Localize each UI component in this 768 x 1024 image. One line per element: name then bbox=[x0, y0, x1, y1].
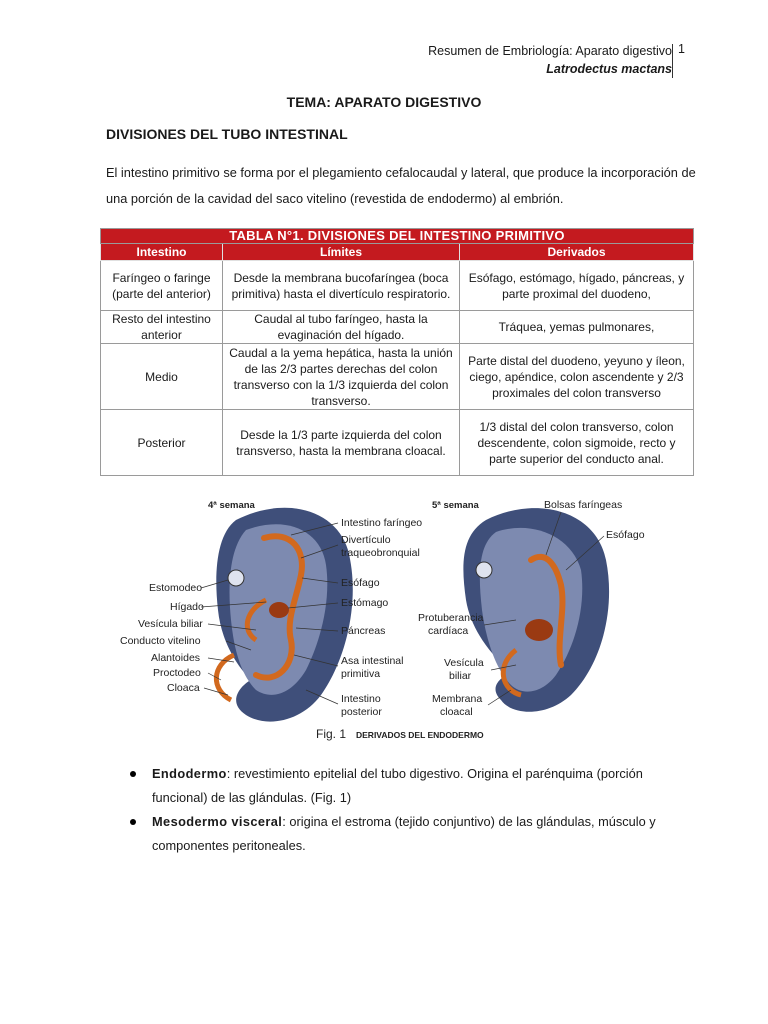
table-cell: Parte distal del duodeno, yeyuno y íleon, ciego, apéndice, colon ascendente y 2/3 proximales del colon transverso bbox=[460, 344, 694, 410]
label-higado: Hígado bbox=[170, 601, 204, 613]
label-diverticulo: Divertículo bbox=[341, 534, 391, 546]
bullet-dot bbox=[130, 771, 136, 777]
intro-paragraph: El intestino primitivo se forma por el plegamiento cefalocaudal y lateral, que produce la incorporación de una porción de la cavidad del saco vitelino (revestida de endodermo) al embrión. bbox=[106, 165, 696, 206]
header-divider bbox=[672, 44, 673, 78]
label-cloaca: Cloaca bbox=[167, 682, 200, 694]
label-primitiva: primitiva bbox=[341, 668, 381, 680]
label-estomago: Estómago bbox=[341, 597, 389, 609]
label-week5: 5ª semana bbox=[432, 500, 479, 511]
figure-caption-text: DERIVADOS DEL ENDODERMO bbox=[356, 730, 484, 740]
page-header bbox=[428, 42, 672, 78]
col-header-derivados: Derivados bbox=[460, 244, 694, 261]
list-item bbox=[130, 762, 670, 810]
table-row bbox=[101, 261, 694, 311]
bullet-text: : revestimiento epitelial del tubo digestivo. Origina el parénquima (porción funcional) de las glándulas. (Fig. 1) bbox=[152, 766, 643, 805]
bullet-text: : origina el estroma (tejido conjuntivo) de las glándulas, músculo y componentes peritoneales. bbox=[152, 814, 656, 853]
label-membrana: Membrana bbox=[432, 693, 483, 705]
page-number: 1 bbox=[678, 42, 685, 56]
table-row bbox=[101, 410, 694, 476]
table-row bbox=[101, 311, 694, 344]
bullet-term: Endodermo bbox=[152, 766, 227, 781]
table-cell: Desde la membrana bucofaríngea (boca primitiva) hasta el divertículo respiratorio. bbox=[223, 261, 460, 311]
header-line2: Latrodectus mactans bbox=[546, 62, 672, 76]
col-header-intestino: Intestino bbox=[101, 244, 223, 261]
table-cell: Caudal a la yema hepática, hasta la unión de las 2/3 partes derechas del colon transverso con la 1/3 izquierda del colon transverso. bbox=[223, 344, 460, 410]
divisions-table bbox=[100, 228, 694, 476]
label-asa-intestinal: Asa intestinal bbox=[341, 655, 404, 667]
embryo-week4-illustration bbox=[216, 508, 352, 722]
table-cell: Resto del intestino anterior bbox=[101, 311, 223, 344]
col-header-limites: Límites bbox=[223, 244, 460, 261]
bullet-list bbox=[130, 762, 670, 858]
table-cell: 1/3 distal del colon transverso, colon descendente, colon sigmoide, recto y parte superior del conducto anal. bbox=[460, 410, 694, 476]
label-biliar-right: biliar bbox=[449, 670, 472, 682]
section-title: DIVISIONES DEL TUBO INTESTINAL bbox=[106, 126, 348, 142]
label-posterior: posterior bbox=[341, 706, 382, 718]
table-row bbox=[101, 344, 694, 410]
label-vesicula-biliar: Vesícula biliar bbox=[138, 618, 203, 630]
table-cell: Tráquea, yemas pulmonares, bbox=[460, 311, 694, 344]
endoderm-figure bbox=[116, 490, 656, 748]
label-intestino-post: Intestino bbox=[341, 693, 381, 705]
label-cloacal: cloacal bbox=[440, 706, 473, 718]
list-item bbox=[130, 810, 670, 858]
label-alantoides: Alantoides bbox=[151, 652, 201, 664]
bullet-term: Mesodermo visceral bbox=[152, 814, 283, 829]
table-cell: Caudal al tubo faríngeo, hasta la evaginación del hígado. bbox=[223, 311, 460, 344]
table-cell: Faríngeo o faringe (parte del anterior) bbox=[101, 261, 223, 311]
table-cell: Desde la 1/3 parte izquierda del colon transverso, hasta la membrana cloacal. bbox=[223, 410, 460, 476]
bullet-dot bbox=[130, 819, 136, 825]
label-protuberancia: Protuberancia bbox=[418, 612, 484, 624]
label-intestino-faringeo: Intestino faríngeo bbox=[341, 517, 423, 529]
label-week4: 4ª semana bbox=[208, 500, 255, 511]
header-line1: Resumen de Embriología: Aparato digestivo bbox=[428, 44, 672, 58]
label-vesicula-right: Vesícula bbox=[444, 657, 484, 669]
label-pancreas: Páncreas bbox=[341, 625, 386, 637]
label-proctodeo: Proctodeo bbox=[153, 667, 201, 679]
page-title: TEMA: APARATO DIGESTIVO bbox=[286, 94, 482, 110]
table-cell: Esófago, estómago, hígado, páncreas, y parte proximal del duodeno, bbox=[460, 261, 694, 311]
label-esofago-mid: Esófago bbox=[341, 577, 380, 589]
table-cell: Posterior bbox=[101, 410, 223, 476]
label-estomodeo: Estomodeo bbox=[149, 582, 203, 594]
table-cell: Medio bbox=[101, 344, 223, 410]
figure-caption-number: Fig. 1 bbox=[316, 727, 347, 741]
label-traqueobronquial: traqueobronquial bbox=[341, 547, 420, 559]
label-esofago-right: Esófago bbox=[606, 529, 645, 541]
embryo-week5-illustration bbox=[463, 508, 609, 712]
label-cardiaca: cardíaca bbox=[428, 625, 469, 637]
label-bolsas-faringeas: Bolsas faríngeas bbox=[544, 499, 623, 511]
table-caption: TABLA N°1. DIVISIONES DEL INTESTINO PRIMITIVO bbox=[101, 229, 694, 244]
label-conducto-vitelino: Conducto vitelino bbox=[120, 635, 201, 647]
